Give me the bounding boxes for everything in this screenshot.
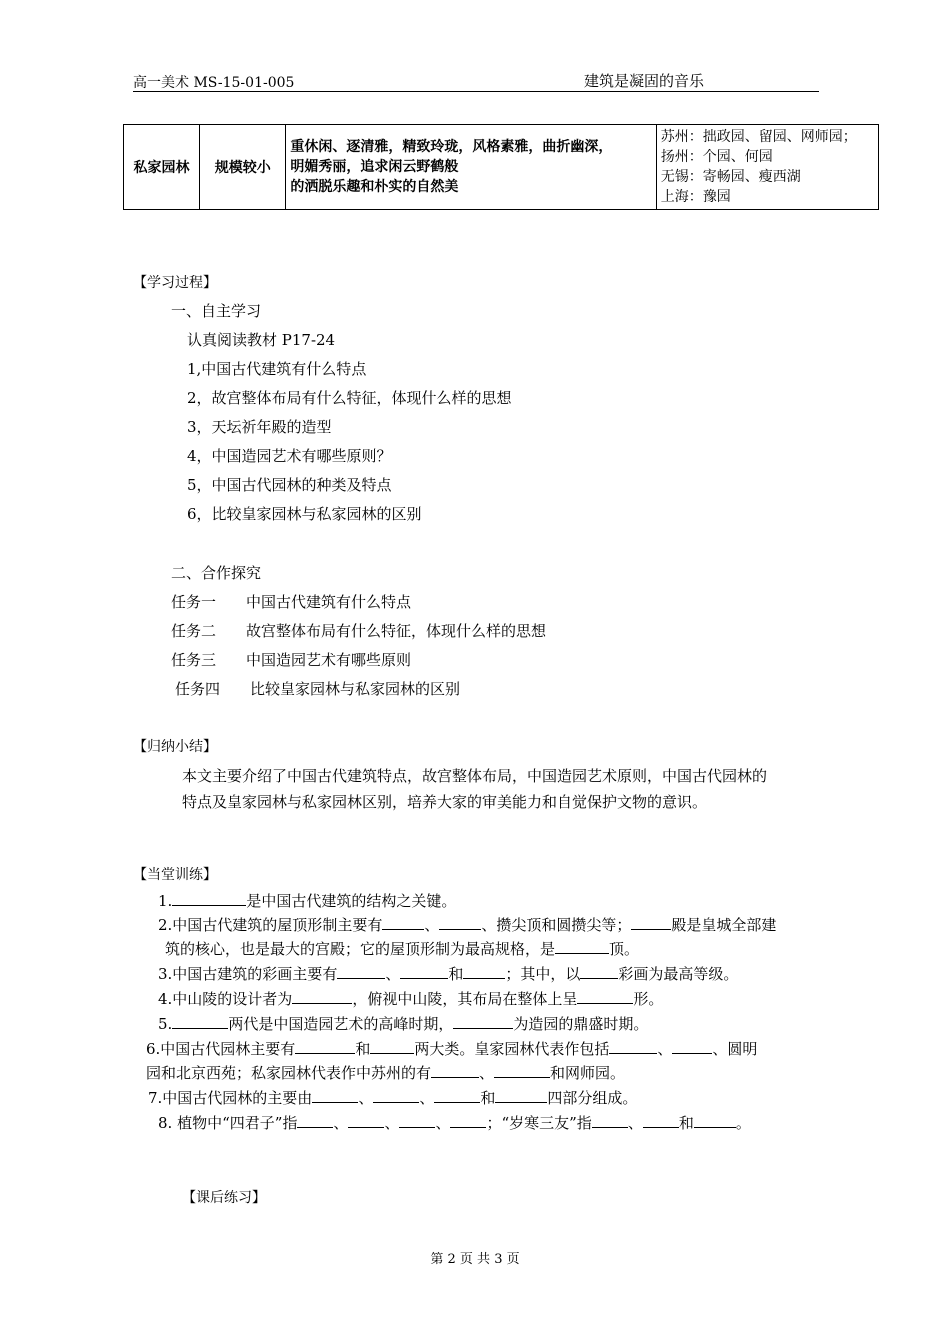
exercise-text: 1. [158, 892, 173, 910]
exercise-8 [158, 1112, 751, 1133]
answer-blank[interactable] [348, 1113, 384, 1128]
garden-scale-cell: 规模较小 [200, 125, 286, 210]
answer-blank[interactable] [439, 915, 481, 930]
table-row [124, 125, 879, 210]
exercise-7 [148, 1087, 637, 1108]
exercise-text: 两代是中国造园艺术的高峰时期， [228, 1015, 454, 1033]
task-label: 任务二 [171, 622, 217, 640]
header-rule [133, 91, 819, 92]
exercise-text: 、 [657, 1040, 673, 1058]
exercise-text: ；“岁寒三友”指 [486, 1114, 592, 1132]
summary-line: 特点及皇家园林与私家园林区别，培养大家的审美能力和自觉保护文物的意识。 [182, 793, 708, 811]
answer-blank[interactable] [295, 1039, 355, 1054]
answer-blank[interactable] [312, 1088, 358, 1103]
answer-blank[interactable] [373, 1088, 419, 1103]
garden-examples-cell [656, 125, 878, 210]
exercise-text: 筑的核心，也是最大的宫殿；它的屋顶形制为最高规格，是 [165, 940, 556, 958]
features-line: 重休闲、逐清雅，精致玲珑，风格素雅，曲折幽深， [290, 139, 613, 155]
exercise-text: ，俯视中山陵，其布局在整体上呈 [352, 990, 578, 1008]
question-item: 3，天坛祈年殿的造型 [187, 418, 332, 436]
exercise-3 [158, 963, 738, 984]
self-study-title: 一、自主学习 [171, 302, 262, 320]
after-class-heading: 【课后练习】 [182, 1190, 266, 1206]
exercise-text: 4.中山陵的设计者为 [158, 990, 293, 1008]
question-item: 4，中国造园艺术有哪些原则？ [187, 447, 392, 465]
answer-blank[interactable] [494, 1063, 550, 1078]
answer-blank[interactable] [431, 1063, 479, 1078]
answer-blank[interactable] [672, 1039, 712, 1054]
exercise-text: 、 [419, 1089, 435, 1107]
header-title: 建筑是凝固的音乐 [584, 72, 705, 90]
reading-instruction: 认真阅读教材 P17-24 [187, 331, 336, 349]
question-item: 1,中国古代建筑有什么特点 [187, 360, 367, 378]
exercise-text: 8. 植物中“四君子”指 [158, 1114, 298, 1132]
answer-blank[interactable] [555, 939, 609, 954]
examples-line: 无锡：寄畅园、瘦西湖 [660, 169, 801, 185]
garden-features-cell [286, 125, 656, 210]
exercise-text: 形。 [633, 990, 664, 1008]
answer-blank[interactable] [643, 1113, 679, 1128]
exercise-text: 、 [384, 1114, 400, 1132]
features-line: 明媚秀丽，追求闲云野鹤般 [290, 159, 459, 175]
exercise-text: 和 [678, 1114, 694, 1132]
answer-blank[interactable] [453, 1014, 513, 1029]
exercise-text: 顶。 [609, 940, 640, 958]
exercise-1 [158, 890, 456, 911]
exercise-text: 和 [355, 1040, 371, 1058]
answer-blank[interactable] [382, 915, 424, 930]
garden-type-cell: 私家园林 [124, 125, 200, 210]
exercise-5 [158, 1013, 648, 1034]
exercise-6 [146, 1038, 757, 1059]
exercise-text: 、 [385, 965, 401, 983]
exercise-6-cont [146, 1062, 625, 1083]
exercise-text: 、 [627, 1114, 643, 1132]
answer-blank[interactable] [495, 1088, 547, 1103]
page-footer: 第 2 页 共 3 页 [430, 1252, 520, 1267]
answer-blank[interactable] [434, 1088, 480, 1103]
exercise-text: 、 [358, 1089, 374, 1107]
exercise-text: 和 [448, 965, 464, 983]
exercise-text: 、 [333, 1114, 349, 1132]
answer-blank[interactable] [580, 964, 618, 979]
answer-blank[interactable] [172, 891, 246, 906]
exercise-text: 6.中国古代园林主要有 [146, 1040, 296, 1058]
exercise-text: 2.中国古代建筑的屋顶形制主要有 [158, 916, 383, 934]
training-heading: 【当堂训练】 [133, 867, 217, 883]
exercise-4 [158, 988, 663, 1009]
exercise-text: ；其中，以 [505, 965, 581, 983]
task-label: 任务三 [171, 651, 217, 669]
examples-line: 上海：豫园 [660, 189, 731, 205]
exercise-text: 两大类。皇家园林代表作包括 [414, 1040, 610, 1058]
exercise-text: 3.中国古建筑的彩画主要有 [158, 965, 338, 983]
answer-blank[interactable] [577, 989, 633, 1004]
examples-line: 苏州：拙政园、留园、网师园； [660, 129, 857, 145]
task-text: 故宫整体布局有什么特征，体现什么样的思想 [246, 622, 547, 640]
answer-blank[interactable] [399, 1113, 435, 1128]
answer-blank[interactable] [400, 964, 448, 979]
answer-blank[interactable] [292, 989, 352, 1004]
cooperation-title: 二、合作探究 [171, 564, 262, 582]
features-line: 的洒脱乐趣和朴实的自然美 [290, 179, 459, 195]
answer-blank[interactable] [694, 1113, 736, 1128]
exercise-2 [158, 914, 776, 935]
exercise-text: 、 [424, 916, 440, 934]
exercise-text: 和网师园。 [550, 1064, 626, 1082]
question-item: 5，中国古代园林的种类及特点 [187, 476, 392, 494]
learning-heading: 【学习过程】 [133, 275, 217, 291]
task-text: 比较皇家园林与私家园林的区别 [250, 680, 461, 698]
exercise-text: 、攒尖顶和圆攒尖等； [481, 916, 632, 934]
exercise-text: 5. [158, 1015, 173, 1033]
question-item: 2，故宫整体布局有什么特征，体现什么样的思想 [187, 389, 512, 407]
answer-blank[interactable] [370, 1039, 414, 1054]
exercise-text: 。 [735, 1114, 751, 1132]
answer-blank[interactable] [609, 1039, 657, 1054]
task-label: 任务一 [171, 593, 217, 611]
answer-blank[interactable] [297, 1113, 333, 1128]
exercise-text: 、圆明 [712, 1040, 758, 1058]
answer-blank[interactable] [172, 1014, 228, 1029]
task-label: 任务四 [175, 680, 221, 698]
answer-blank[interactable] [592, 1113, 628, 1128]
exercise-text: 殿是皇城全部建 [671, 916, 777, 934]
summary-line: 本文主要介绍了中国古代建筑特点，故宫整体布局，中国造园艺术原则，中国古代园林的 [182, 767, 768, 785]
exercise-text: 四部分组成。 [547, 1089, 638, 1107]
exercise-text: 和 [480, 1089, 496, 1107]
answer-blank[interactable] [463, 964, 505, 979]
task-text: 中国造园艺术有哪些原则 [246, 651, 412, 669]
exercise-text: 园和北京西苑；私家园林代表作中苏州的有 [146, 1064, 432, 1082]
task-text: 中国古代建筑有什么特点 [246, 593, 412, 611]
exercise-text: 为造园的鼎盛时期。 [513, 1015, 649, 1033]
answer-blank[interactable] [450, 1113, 486, 1128]
exercise-text: 彩画为最高等级。 [618, 965, 739, 983]
header-left: 高一美术 MS-15-01-005 [133, 75, 295, 91]
garden-table [123, 124, 879, 210]
exercise-text: 、 [479, 1064, 495, 1082]
examples-line: 扬州：个园、何园 [660, 149, 773, 165]
question-item: 6，比较皇家园林与私家园林的区别 [187, 505, 422, 523]
exercise-text: 7.中国古代园林的主要由 [148, 1089, 313, 1107]
exercise-2-cont [165, 938, 639, 959]
summary-heading: 【归纳小结】 [133, 739, 217, 755]
answer-blank[interactable] [631, 915, 671, 930]
exercise-text: 、 [435, 1114, 451, 1132]
answer-blank[interactable] [337, 964, 385, 979]
exercise-text: 是中国古代建筑的结构之关键。 [246, 892, 457, 910]
